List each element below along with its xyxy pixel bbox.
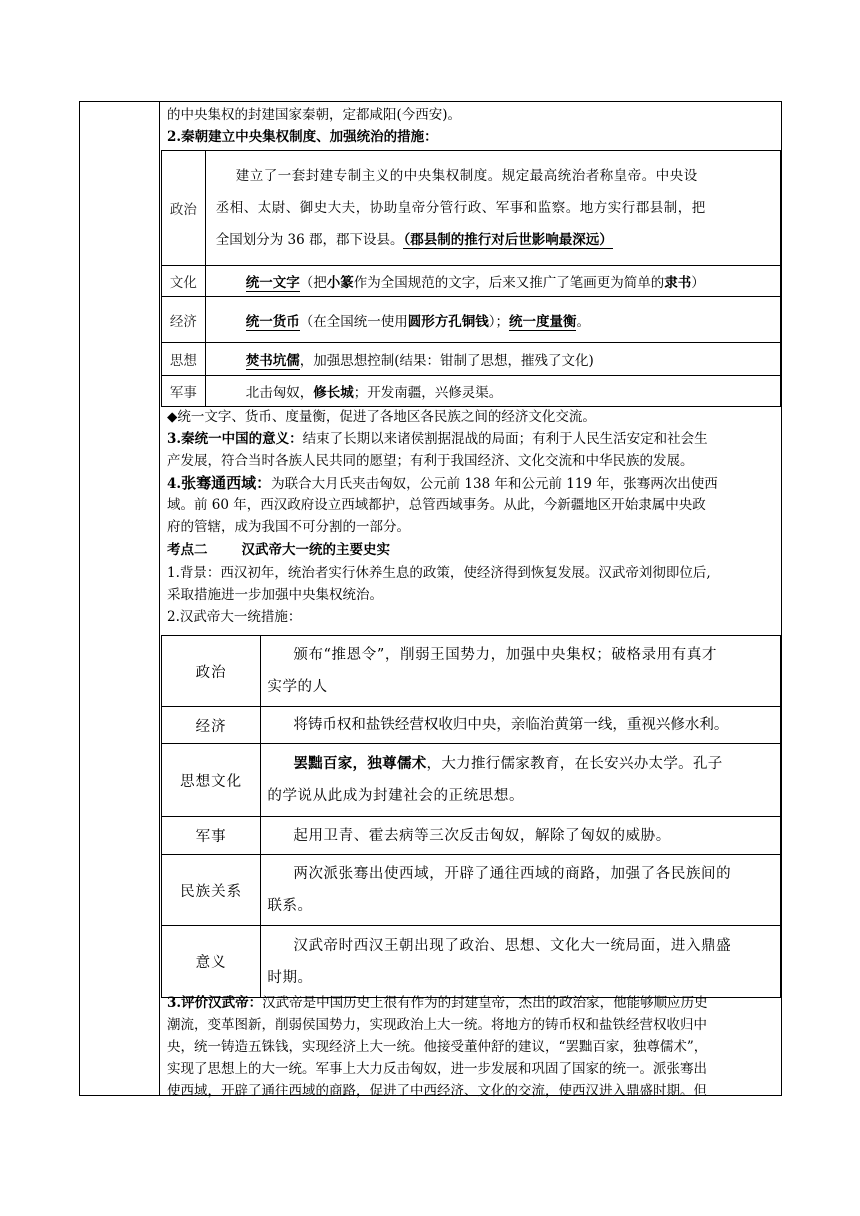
section-heading: 2.秦朝建立中央集权制度、加强统治的措施： [167, 129, 438, 145]
row-content [261, 744, 781, 817]
heading-inline: 4. [167, 476, 182, 492]
cell-text: 作为全国规范的文字，后来又推广了笔画更为简单的 [353, 275, 665, 291]
cell-line: 建立了一套封建专制主义的中央集权制度。规定最高统治者称皇帝。中央设 [235, 168, 698, 184]
text-line: 1.背景：西汉初年，统治者实行休养生息的政策，使经济得到恢复发展。汉武帝刘彻即位后, [167, 565, 711, 581]
text-line: 采取措施进一步加强中央集权统治。 [167, 587, 383, 603]
key-term: 统一度量衡 [508, 313, 577, 330]
text-line: 2.汉武帝大一统措施： [167, 609, 302, 625]
cell-text: ）； [488, 313, 509, 330]
row-content [261, 817, 781, 855]
row-label: 政治 [162, 636, 261, 707]
cell-text: （在全国统一使用 [299, 313, 408, 330]
row-label: 政治 [162, 151, 206, 266]
text-line: 使西域，开辟了通往西域的商路，促进了中西经济、文化的交流，使西汉进入鼎盛时期。但 [167, 1083, 707, 1099]
text-line: 府的管辖，成为我国不可分割的一部分。 [167, 519, 410, 535]
key-term: 圆形方孔铜钱 [407, 313, 489, 330]
text-line [167, 473, 718, 494]
cell-text: 汉武帝是中国历史上很有作为的封建皇帝，杰出的政治家，他能够顺应历史 [262, 995, 708, 1011]
heading-inline: 考点二 [167, 542, 208, 558]
cell-text: 结束了长期以来诸侯割据混战的局面；有利于人民生活安定和社会生 [302, 431, 708, 447]
cell-line [206, 224, 780, 256]
table-row [162, 297, 781, 343]
cell-text: ，加强思想控制(结果：钳制了思想，摧残了文化) [299, 353, 594, 369]
key-term: 修长城 [313, 385, 354, 401]
text-line: 的中央集权的封建国家秦朝，定都咸阳(今西安)。 [167, 107, 462, 123]
heading-inline: 汉武帝大一统的主要史实 [241, 542, 390, 558]
row-label: 民族关系 [162, 855, 261, 926]
text-line: 实现了思想上的大一统。军事上大力反击匈奴，进一步发展和巩固了国家的统一。派张骞出 [167, 1061, 707, 1077]
cell-line: 实学的人 [267, 679, 328, 695]
heading-inline: 3.评价汉武帝： [167, 995, 263, 1011]
key-term: 统一文字 [245, 275, 300, 291]
cell-line: 的学说从此成为封建社会的正统思想。 [267, 788, 525, 804]
cell-line: 两次派张骞出使西域，开辟了通往西域的商路，加强了各民族间的 [293, 866, 732, 882]
cell-line: 联系。 [267, 898, 313, 914]
row-content [205, 266, 780, 297]
cell-text: ；开发南疆，兴修灵渠。 [353, 385, 503, 401]
cell-line: 汉武帝时西汉王朝出现了政治、思想、文化大一统局面，进入鼎盛 [293, 937, 732, 954]
han-measures-table [161, 635, 781, 998]
cell-text: ，大力推行儒家教育，在长安兴办太学。孔子 [426, 756, 723, 772]
cell-text: 为联合大月氏夹击匈奴，公元前 138 年和公元前 119 年，张骞两次出使西 [271, 476, 718, 492]
table-row [162, 151, 781, 266]
text-line: ◆统一文字、货币、度量衡，促进了各地区各民族之间的经济文化交流。 [167, 409, 596, 425]
heading-inline: 张骞通西域： [181, 474, 272, 492]
row-content [205, 151, 780, 266]
key-term: 罢黜百家，独尊儒术 [293, 756, 427, 772]
text-line [167, 993, 708, 1013]
text-line: 产发展，符合当时各族人民共同的愿望；有利于我国经济、文化交流和中华民族的发展。 [167, 453, 694, 469]
cell-text: 。 [576, 313, 590, 330]
cell-text: ） [691, 275, 705, 291]
key-term: 隶书 [664, 275, 692, 291]
cell-line [267, 748, 776, 780]
row-label: 意义 [162, 926, 261, 998]
text-line [167, 429, 708, 449]
table-row [162, 343, 781, 376]
row-content [205, 343, 780, 376]
cell-text: 全国划分为 36 郡，郡下设县。 [215, 232, 404, 248]
row-content [261, 926, 781, 998]
cell-text: （把 [299, 275, 327, 291]
table-row [162, 926, 781, 998]
key-term: 小篆 [326, 275, 354, 291]
row-content [205, 297, 780, 343]
key-term: 统一货币 [245, 313, 300, 330]
highlight-note: （郡县制的推行对后世影响最深远） [403, 232, 613, 248]
row-label: 思想 [162, 343, 206, 376]
cell-text: 北击匈奴， [245, 385, 314, 401]
section-heading [167, 540, 390, 560]
heading-inline: 3.秦统一中国的意义： [167, 431, 303, 447]
text-line: 潮流，变革图新，削弱侯国势力，实现政治上大一统。将地方的铸币权和盐铁经营权收归中 [167, 1017, 707, 1033]
left-column-divider [159, 102, 160, 1095]
row-label: 文化 [162, 266, 206, 297]
cell-line: 时期。 [267, 969, 313, 986]
table-row [162, 707, 781, 744]
row-label: 经济 [162, 297, 206, 343]
text-line: 域。前 60 年，西汉政府设立西域都护，总管西域事务。从此，今新疆地区开始隶属中央政 [167, 497, 706, 513]
row-content [261, 636, 781, 707]
row-content [205, 376, 780, 407]
table-row [162, 266, 781, 297]
cell-line: 丞相、太尉、御史大夫，协助皇帝分管行政、军事和监察。地方实行郡县制，把 [215, 200, 706, 216]
table-row [162, 636, 781, 707]
row-label: 思想文化 [162, 744, 261, 817]
row-label: 军事 [162, 376, 206, 407]
table-row [162, 817, 781, 855]
row-content [261, 855, 781, 926]
row-label: 军事 [162, 817, 261, 855]
table-row [162, 744, 781, 817]
key-term: 焚书坑儒 [245, 353, 300, 369]
cell-line: 将铸币权和盐铁经营权收归中央，亲临治黄第一线，重视兴修水利。 [293, 717, 729, 733]
row-label: 经济 [162, 707, 261, 744]
row-content [261, 707, 781, 744]
cell-line: 颁布“推恩令”，削弱王国势力，加强中央集权；破格录用有真才 [293, 647, 718, 663]
cell-line: 起用卫青、霍去病等三次反击匈奴，解除了匈奴的威胁。 [293, 827, 671, 844]
text-line: 央，统一铸造五铢钱，实现经济上大一统。他接受董仲舒的建议，“罢黜百家，独尊儒术”， [167, 1039, 708, 1055]
table-row [162, 376, 781, 407]
outer-table [79, 101, 782, 1099]
table-row [162, 855, 781, 926]
qin-measures-table [161, 150, 781, 407]
